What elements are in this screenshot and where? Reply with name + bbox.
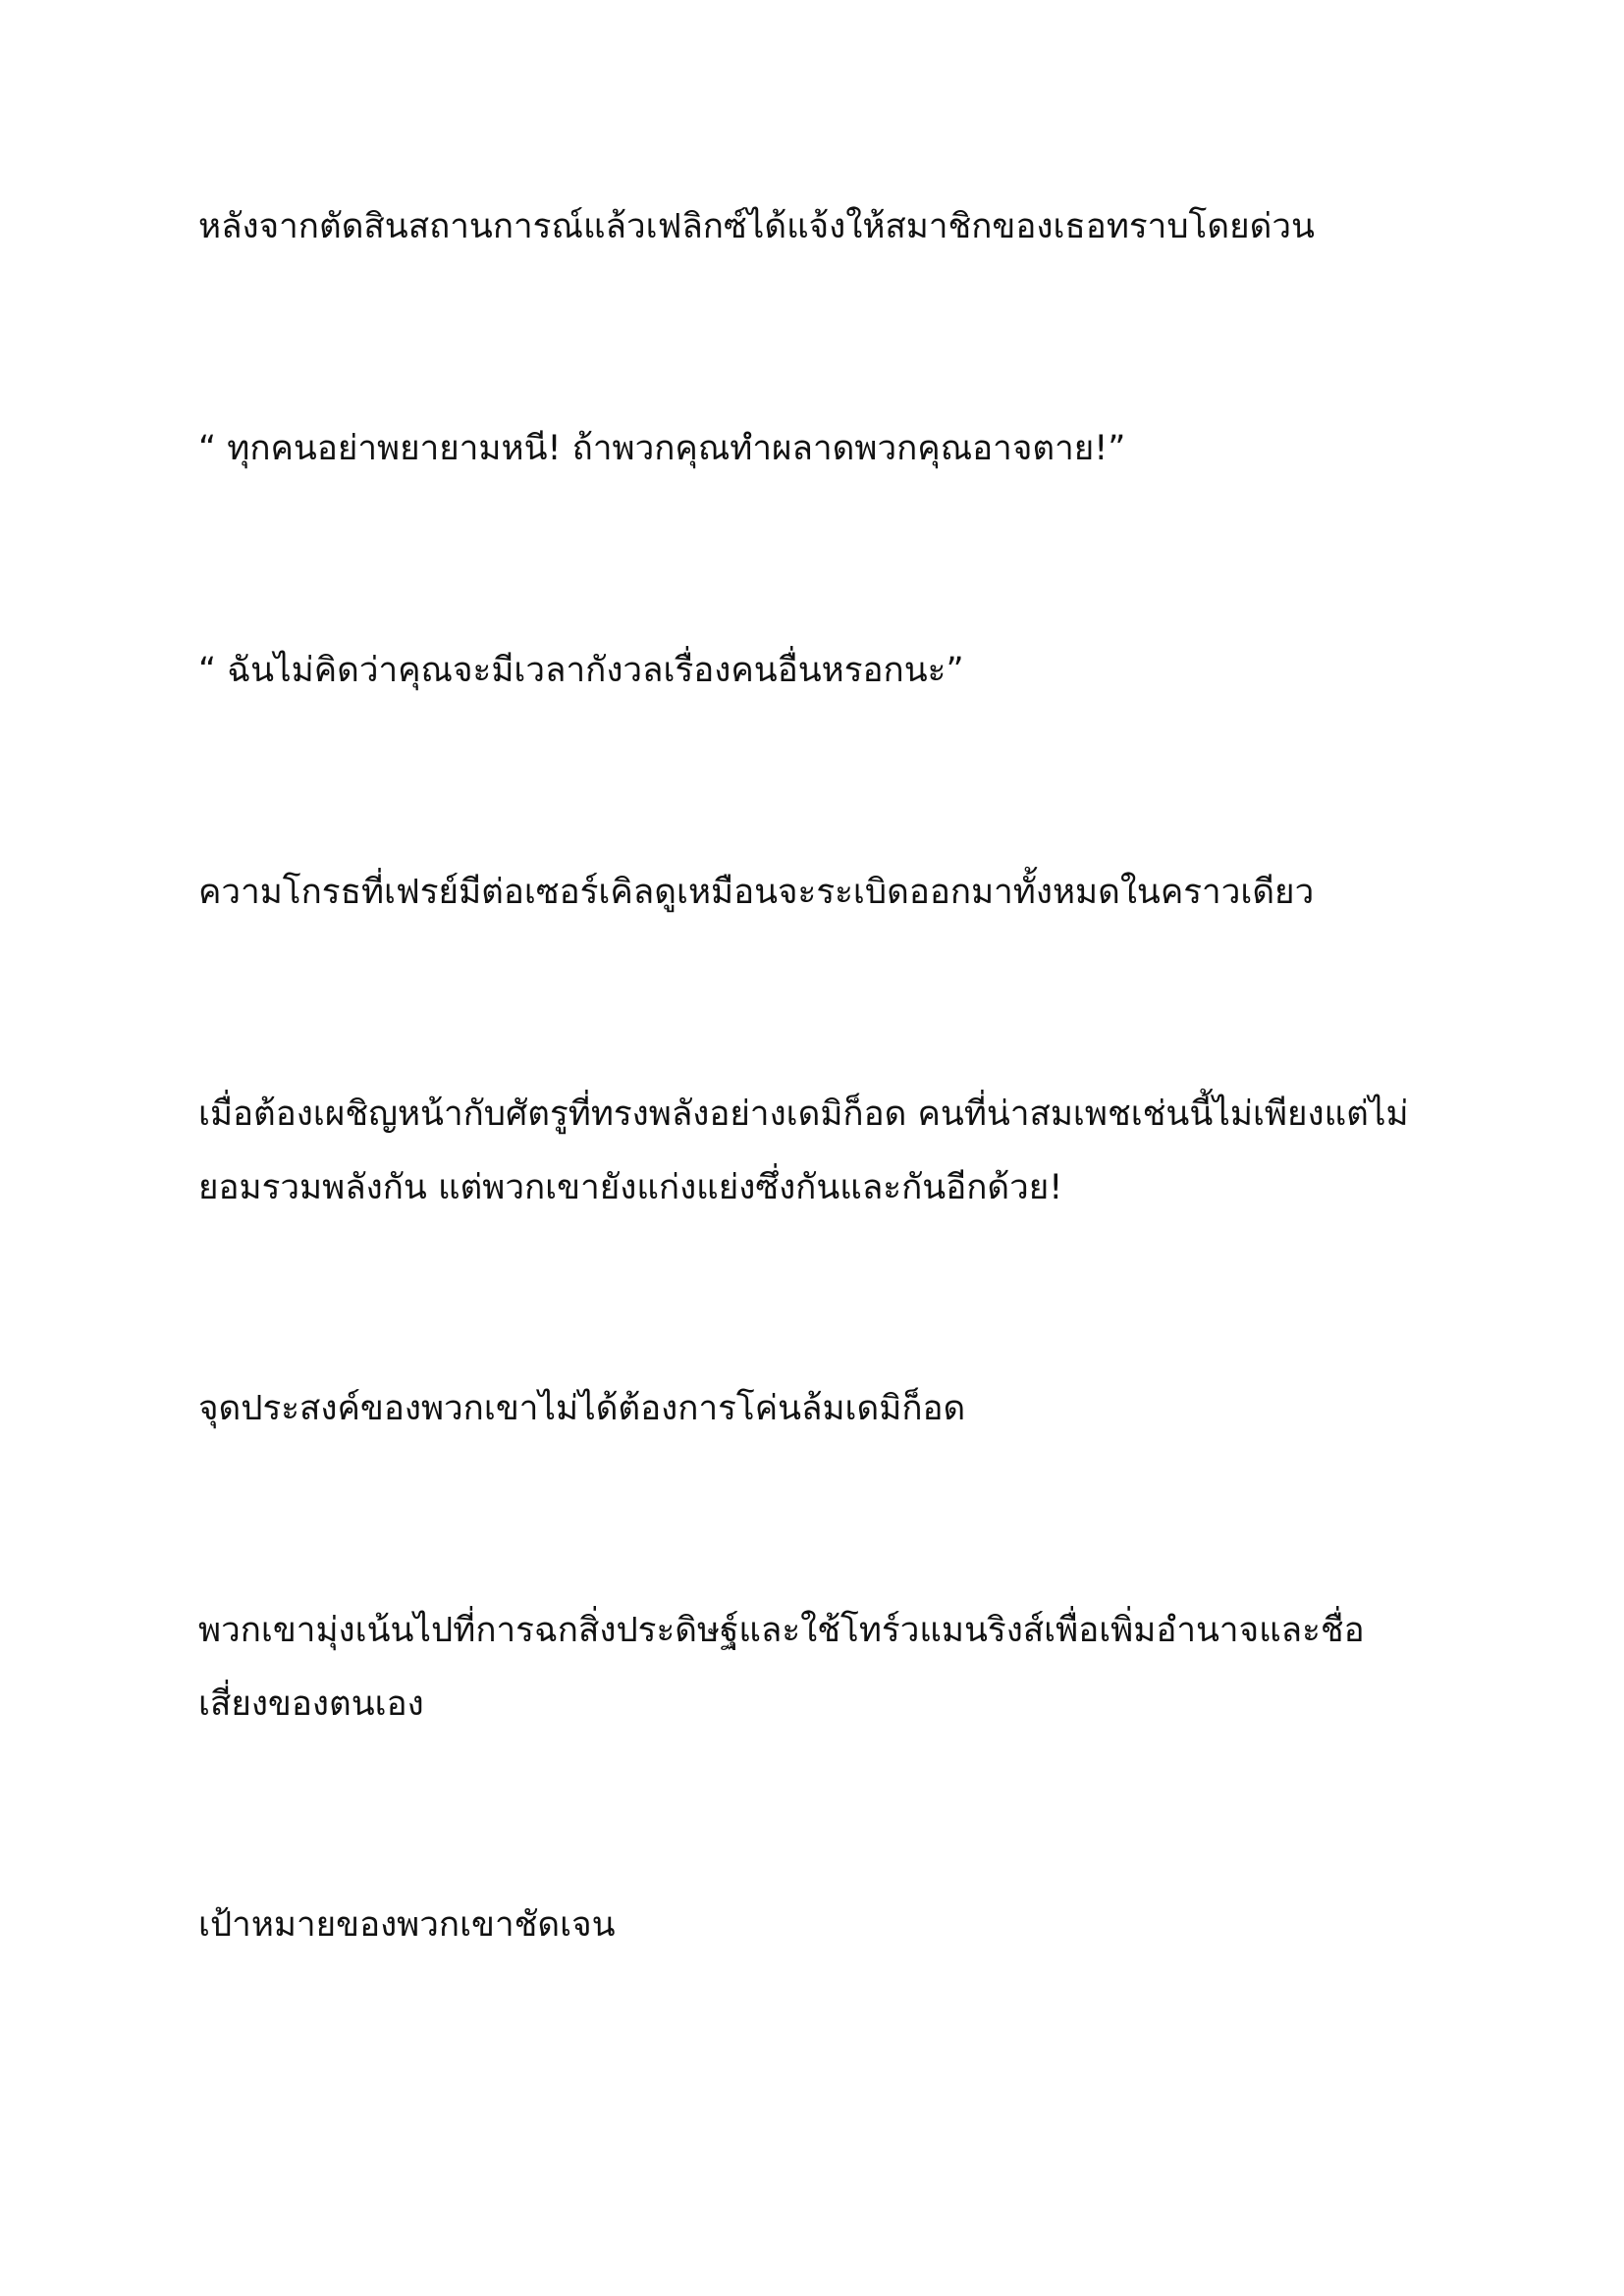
paragraph-7: พวกเขามุ่งเน้นไปที่การฉกสิ่งประดิษฐ์และใช้โทร์วแมนริงส์เพื่อเพิ่มอำนาจและชื่อเสี่ยงของตนเอง (198, 1611, 1365, 1724)
paragraph-4: ความโกรธที่เฟรย์มีต่อเซอร์เคิลดูเหมือนจะระเบิดออกมาทั้งหมดในคราวเดียว (198, 873, 1315, 912)
paragraph-6: จุดประสงค์ของพวกเขาไม่ได้ต้องการโค่นล้มเดมิก็อด (198, 1389, 966, 1428)
paragraph-1: หลังจากตัดสินสถานการณ์แล้วเฟลิกซ์ได้แจ้งให้สมาชิกของเธอทราบโดยด่วน (198, 207, 1315, 246)
paragraph-5: เมื่อต้องเผชิญหน้ากับศัตรูที่ทรงพลังอย่างเดมิก็อด คนที่น่าสมเพชเช่นนี้ไม่เพียงแต่ไม่ยอมรวมพลังกัน แต่พวกเขายังแก่งแย่งซึ่งกันและกันอีกด้วย! (198, 1095, 1409, 1207)
paragraph-2: “ ทุกคนอย่าพยายามหนี! ถ้าพวกคุณทำผลาดพวกคุณอาจตาย!” (198, 429, 1126, 468)
paragraph-8: เป้าหมายของพวกเขาชัดเจน (198, 1905, 616, 1945)
paragraph-3: “ ฉันไม่คิดว่าคุณจะมีเวลากังวลเรื่องคนอื่นหรอกนะ” (198, 651, 964, 690)
